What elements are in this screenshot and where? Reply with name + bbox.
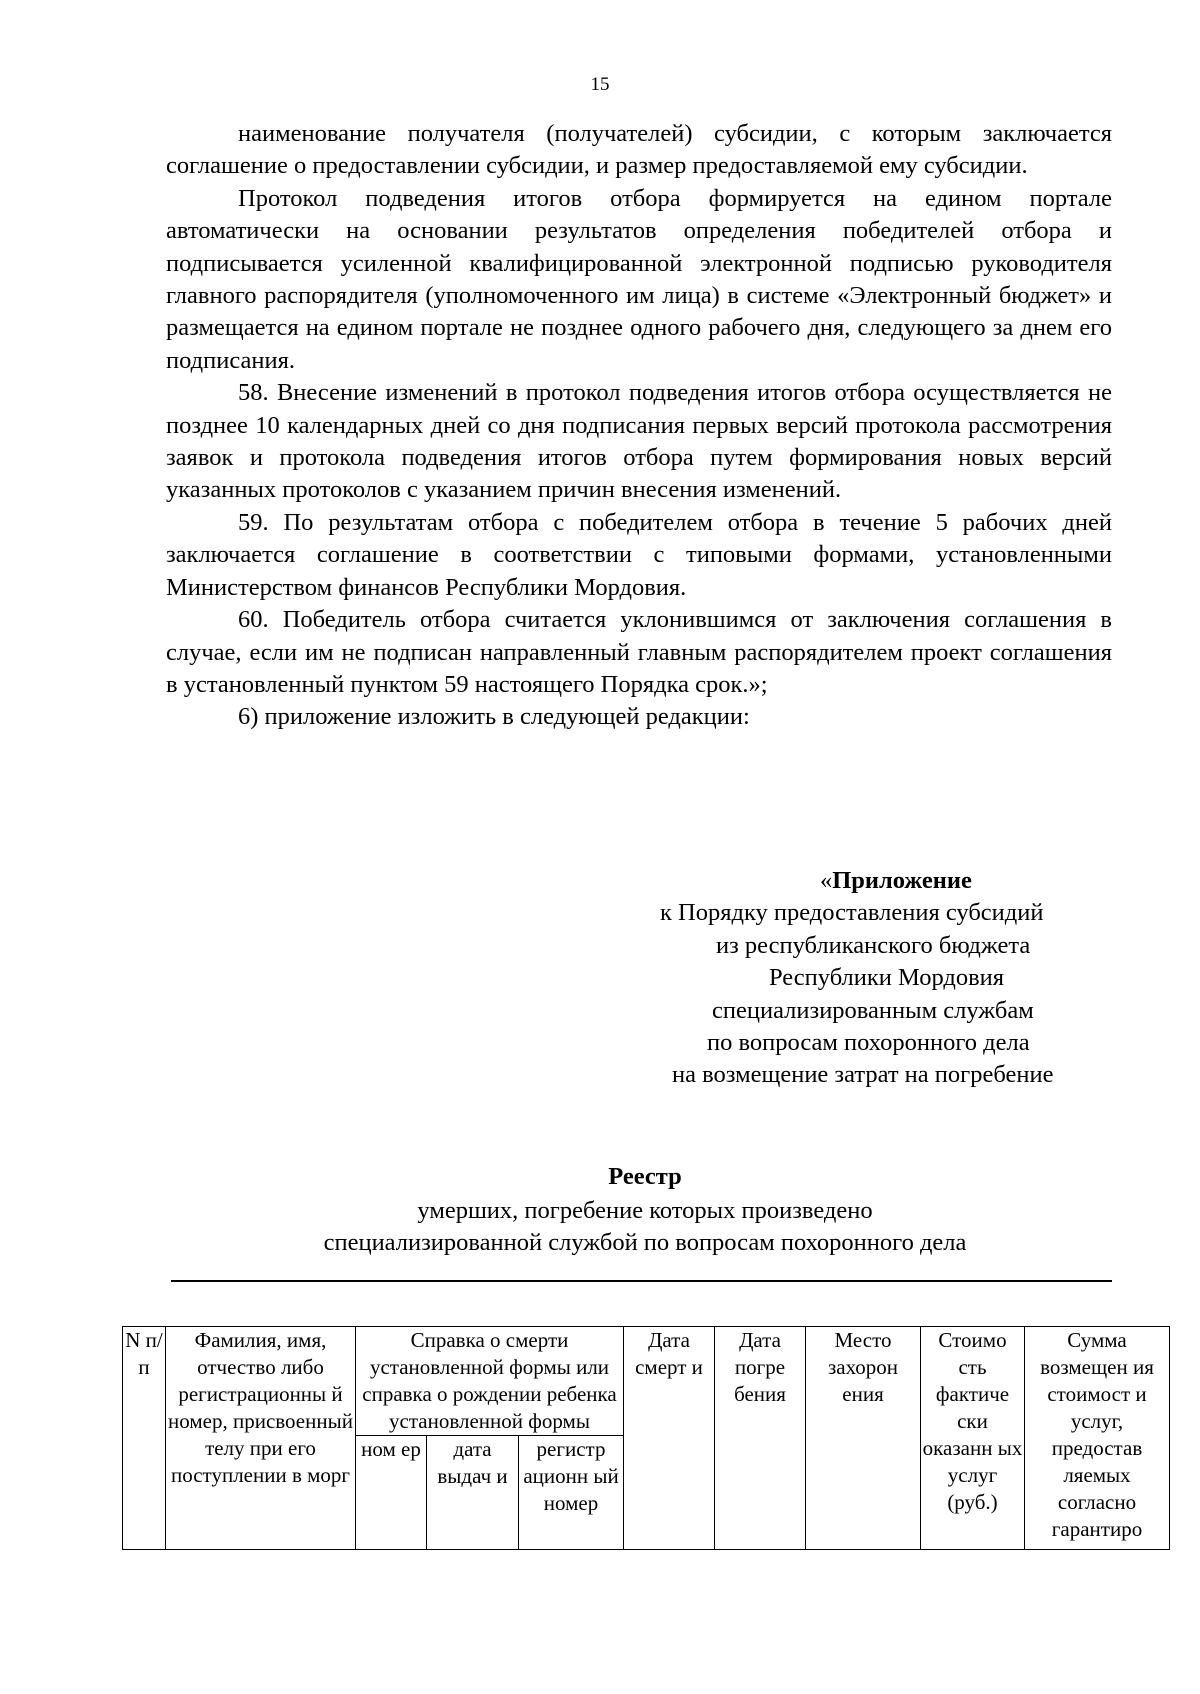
- header-sum: Сумма возмещен ия стоимост и услуг, предостав ляемых согласно гарантиро: [1025, 1327, 1170, 1550]
- page-number: 15: [590, 74, 610, 95]
- paragraph-recipient: наименование получателя (получателей) субсидии, с которым заключается соглашение о предоставлении субсидии, и размер предоставляемой ему субсидии.: [166, 120, 1112, 180]
- blank-underline: [171, 1280, 1112, 1282]
- subheader-reg-number: регистр ационн ый номер: [519, 1436, 624, 1550]
- appendix-line: к Порядку предоставления субсидий: [660, 899, 1044, 926]
- document-body: [166, 118, 1112, 734]
- appendix-line: Республики Мордовия: [769, 964, 1005, 991]
- appendix-quote: «: [820, 867, 833, 894]
- header-number: N п/ п: [123, 1327, 166, 1550]
- header-death-date: Дата смерт и: [624, 1327, 715, 1550]
- registry-subtitle-line: специализированной службой по вопросам похоронного дела: [323, 1229, 967, 1257]
- appendix-line: по вопросам похоронного дела: [707, 1029, 1030, 1056]
- appendix-line: на возмещение затрат на погребение: [672, 1061, 1054, 1088]
- registry-subtitle-line: умерших, погребение которых произведено: [417, 1197, 873, 1224]
- appendix-line: из республиканского бюджета: [716, 932, 1031, 959]
- paragraph-58: 58. Внесение изменений в протокол подведения итогов отбора осуществляется не позднее 10 календарных дней со дня подписания первых версий протокола рассмотрения заявок и протокола подведения итогов отбора путем формирования новых версий указанных протоколов с указанием причин внесения изменений.: [166, 379, 1112, 504]
- registry-subtitle: [0, 1195, 1200, 1260]
- paragraph-60: 60. Победитель отбора считается уклонившимся от заключения соглашения в случае, если им не подписан направленный главным распорядителем проект соглашения в установленный пунктом 59 настоящего Порядка срок.»;: [166, 606, 1112, 698]
- subheader-number: ном ер: [356, 1436, 427, 1550]
- header-certificate: Справка о смерти установленной формы или справка о рождении ребенка установленной формы: [356, 1327, 624, 1436]
- appendix-title: Приложение: [832, 867, 972, 894]
- paragraph-6: 6) приложение изложить в следующей редакции:: [238, 703, 750, 731]
- paragraph-59: 59. По результатам отбора с победителем отбора в течение 5 рабочих дней заключается соглашение в соответствии с типовыми формами, установленными Министерством финансов Республики Мордовия.: [166, 508, 1112, 601]
- header-name: Фамилия, имя, отчество либо регистрационны й номер, присвоенный телу при его поступлении в морг: [166, 1327, 356, 1550]
- header-burial-place: Место захорон ения: [806, 1327, 921, 1550]
- registry-title: Реестр: [608, 1163, 682, 1190]
- registry-table: [122, 1326, 1170, 1550]
- paragraph-protocol: Протокол подведения итогов отбора формируется на едином портале автоматически на основании результатов определения победителей отбора и подписывается усиленной квалифицированной электронной подписью руководителя главного распорядителя (уполномоченного им лица) в системе «Электронный бюджет» и размещается на едином портале не позднее одного рабочего дня, следующего за днем его подписания.: [166, 184, 1112, 374]
- appendix-line: специализированным службам: [712, 997, 1034, 1024]
- appendix-title-line: [820, 865, 972, 897]
- header-cost: Стоимо сть фактиче ски оказанн ых услуг (руб.): [921, 1327, 1025, 1550]
- header-burial-date: Дата погре бения: [715, 1327, 806, 1550]
- subheader-issue-date: дата выдач и: [427, 1436, 519, 1550]
